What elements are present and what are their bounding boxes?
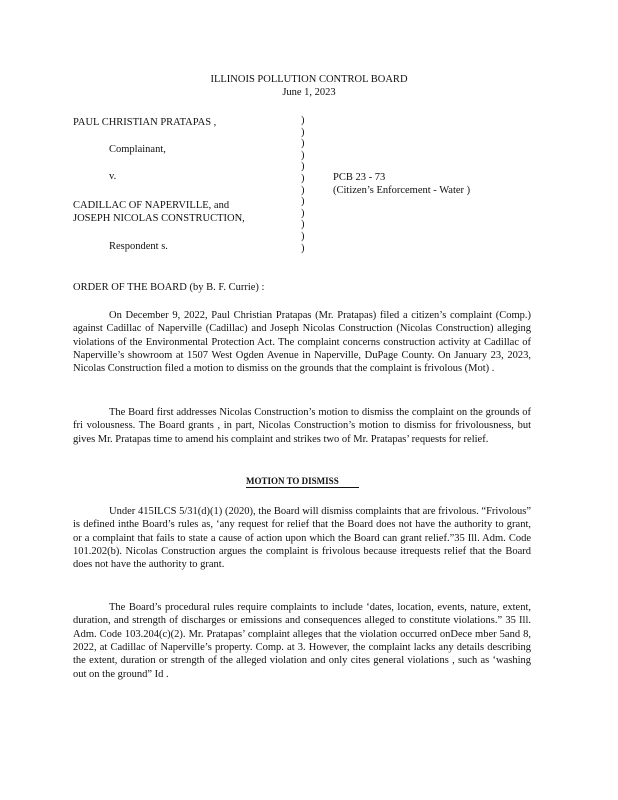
paragraph-procedural-rules: The Board’s procedural rules require complaints to include ‘dates, location, events, nature, extent, duration, and strength of discharges or emissions and consequences alleged to constitute violations.” 35 Ill. Adm. Code 103.204(c)(2). Mr. Pratapas’ complaint alleges that the violation occurred onDece mber 5and 8, 2022, at Cadillac of Naperville’s property. Comp. at 3. However, the complaint lacks any details describing the extent, duration or strength of the alleged violation and only cites general violations , such as ‘washing out on the ground” Id . bbox=[73, 602, 531, 680]
paragraph-summary: The Board first addresses Nicolas Construction’s motion to dismiss the complaint on the grounds of fri volousness. The Board grants , in part, Nicolas Construction’s motion to dismiss for frivolousness, but gives Mr. Pratapas time to amend his complaint and strikes two of Mr. Pratapas’ requests for relief. bbox=[73, 407, 531, 445]
complainant-name: PAUL CHRISTIAN PRATAPAS , bbox=[73, 117, 217, 128]
respondent-role: Respondent s. bbox=[109, 241, 168, 252]
section-heading-text: MOTION TO DISMISS bbox=[246, 476, 359, 488]
order-title: ORDER OF THE BOARD (by B. F. Currie) : bbox=[73, 282, 265, 293]
case-number: PCB 23 - 73 bbox=[333, 172, 386, 183]
order-date: June 1, 2023 bbox=[282, 87, 336, 98]
versus-label: v. bbox=[109, 171, 117, 182]
agency-title: ILLINOIS POLLUTION CONTROL BOARD bbox=[210, 74, 408, 85]
case-type: (Citizen’s Enforcement - Water ) bbox=[333, 185, 471, 196]
paragraph-frivolous-standard: Under 415ILCS 5/31(d)(1) (2020), the Board will dismiss complaints that are frivolous. “Frivolous” is defined inthe Board’s rules as, ‘any request for relief that the Board does not have the authority to grant, or a complaint that fails to state a cause of action upon which the Board can grant relief.”35 Ill. Adm. Code 101.202(b). Nicolas Construction argues the complaint is frivolous because itrequests relief that the Board does not have the authority to grant. bbox=[73, 506, 531, 571]
complainant-role: Complainant, bbox=[109, 144, 166, 155]
caption-parentheses: ) ) ) ) ) ) ) ) ) ) ) ) bbox=[301, 115, 305, 254]
respondent-name-line2: JOSEPH NICOLAS CONSTRUCTION, bbox=[73, 213, 245, 224]
respondent-name-line1: CADILLAC OF NAPERVILLE, and bbox=[73, 200, 230, 211]
paragraph-intro: On December 9, 2022, Paul Christian Pratapas (Mr. Pratapas) filed a citizen’s complaint (Comp.) against Cadillac of Naperville (Cadillac) and Joseph Nicolas Construction (Nicolas Construction) alleging violations of the Environmental Protection Act. The complaint concerns construction activity at Cadillac of Naperville’s showroom at 1507 West Ogden Avenue in Naperville, DuPage County. On January 23, 2023, Nicolas Construction filed a motion to dismiss on the grounds that the complaint is frivolous (Mot) . bbox=[73, 310, 531, 375]
section-heading bbox=[246, 476, 359, 487]
